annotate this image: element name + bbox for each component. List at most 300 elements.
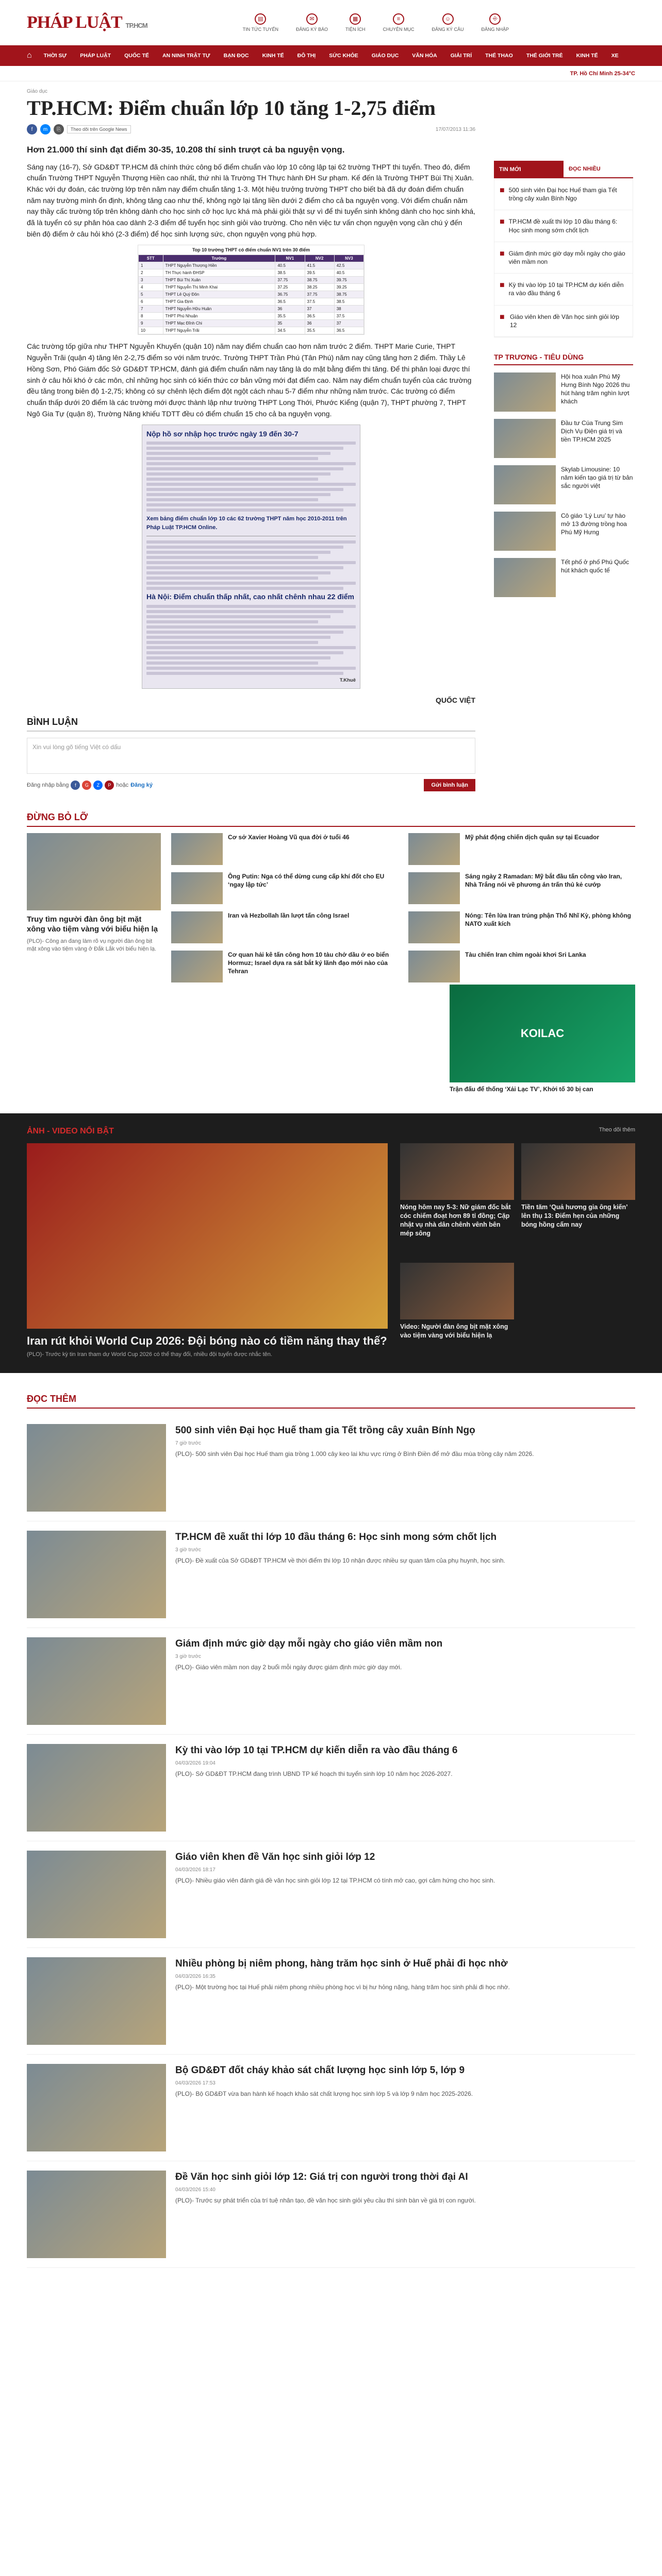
clipping-signature: T.Khuê: [339, 677, 356, 683]
dont-miss-item-title[interactable]: Cơ quan hải kê tấn công hơn 10 tàu chở dầu ở eo biển Hormuz; Israel dựa ra sát bắt ký lãnh đạo mới nào của Tehran: [228, 951, 389, 975]
sidebar-news-item[interactable]: [494, 512, 633, 551]
read-more-title[interactable]: Đề Văn học sinh giỏi lớp 12: Giá trị con người trong thời đại AI: [175, 2172, 468, 2183]
read-more-item[interactable]: [27, 1841, 635, 1948]
sidebar-news-item[interactable]: [494, 558, 633, 597]
dont-miss-title: ĐỪNG BỎ LỠ: [27, 812, 635, 827]
read-more-date: 3 giờ trước: [175, 1547, 201, 1553]
nav-item[interactable]: THỂ THAO: [485, 52, 513, 59]
table-row: [139, 284, 364, 291]
read-more-summary: (PLO)- Bộ GD&ĐT vừa ban hành kế hoạch khảo sát chất lượng học sinh lớp 5 và lớp 9 năm học 2025-2026.: [175, 2090, 473, 2098]
table-cell: 37.25: [275, 284, 305, 291]
header-utility-item[interactable]: [482, 13, 509, 32]
nav-item[interactable]: KINH TẾ: [262, 52, 284, 59]
table-row: [139, 306, 364, 313]
clipping-text-line: [146, 571, 330, 574]
table-cell: 36.5: [275, 298, 305, 306]
nav-item[interactable]: AN NINH TRẬT TỰ: [162, 52, 210, 59]
table-row: [139, 313, 364, 320]
read-more-summary: (PLO)- Sở GD&ĐT TP.HCM đang trình UBND TP kế hoạch thi tuyển sinh lớp 10 năm học 2026-2027.: [175, 1770, 453, 1778]
dont-miss-item[interactable]: [171, 833, 398, 865]
read-more-summary: (PLO)- Một trường học tại Huế phải niêm phong nhiều phòng học vì bị hư hỏng nặng, hàng trăm học sinh phải đi học nhờ.: [175, 1984, 510, 1991]
table-cell: 40.5: [334, 269, 363, 277]
header-utility-menu: [243, 13, 509, 32]
read-more-summary: (PLO)- Trước sự phát triển của trí tuệ nhân tạo, đề văn học sinh giỏi yêu cầu thí sinh bàn về giá trị con người.: [175, 2197, 476, 2205]
dont-miss-featured[interactable]: [27, 833, 161, 990]
sidebar-news-item[interactable]: [494, 419, 633, 458]
read-more-date: 04/03/2026 15:40: [175, 2187, 216, 2193]
video-thumbnail[interactable]: [400, 1143, 514, 1200]
read-more-title[interactable]: Nhiều phòng bị niêm phong, hàng trăm học sinh ở Huế phải đi học nhờ: [175, 1958, 508, 1970]
read-more-summary: (PLO)- 500 sinh viên Đại học Huế tham gia trồng 1.000 cây keo lai khu vực rừng ở Bình Điền để mở đầu mùa trồng cây năm 2026.: [175, 1450, 534, 1458]
read-more-item[interactable]: [27, 2055, 635, 2161]
comments-title: BÌNH LUẬN: [27, 717, 475, 732]
sidebar-item[interactable]: [494, 274, 633, 305]
dont-miss-item-title[interactable]: Nóng: Tên lửa Iran trúng phận Thổ Nhĩ Kỳ, phòng không NATO xuất kích: [465, 911, 631, 928]
read-more-item[interactable]: [27, 1521, 635, 1628]
subscribe-icon: ✉: [306, 13, 318, 25]
article-paragraph: Sáng nay (16-7), Sở GD&ĐT TP.HCM đã chính thức công bố điểm chuẩn vào lớp 10 công lập tại 62 trường THPT thi tuyển. Theo đó, điểm chuẩn Trường THPT Nguyễn Thượng Hiền cao nhất, thứ nhì là Trường TH Thực hành ĐH Sư phạm. Kế đến là Trường THPT Bùi Thị Xuân. Khác với dự đoán, các trường lớp trên năm nay điểm chuẩn tăng 1-3. Một hiệu trưởng trường THPT cho biết bà đã dự đoán điểm chuẩn năm nay trường mình ổn định, không tăng cao như thế, không ngờ lại tăng liền dưới 2 điểm cho cả ba nguyện vọng. Với điểm chuẩn năm nay thầy cấc trường tốp trên không dành cho học sinh cỡ học lực khá mà phải giỏi thật sự vì để thi tuyển sinh không dành cho học sinh khá, đã là tuyển có sự phân hóa cao dành 2-3 điểm để tuyển học sinh giỏi vào trường. Cho nên việc tư vấn chọn nguyện vọng cần chú ý đến biên độ điểm ở câu hỏi khó (2-3 điểm) để học sinh lượng sức, chọn nguyện vọng phù hợp.: [27, 162, 475, 238]
nav-item[interactable]: SỨC KHỎE: [329, 52, 358, 59]
table-row: [139, 262, 364, 269]
table-cell: THPT Phú Nhuận: [163, 313, 275, 320]
video-item-title[interactable]: Tiền tăm ‘Quả hương gia ông kiến’ lên thụ 13: Điểm hẹn của những bóng hồng cấm nay: [521, 1203, 627, 1228]
nav-item[interactable]: XE: [611, 52, 619, 59]
table-cell: 35: [275, 320, 305, 327]
table-cell: THPT Gia Định: [163, 298, 275, 306]
clipping-text-line: [146, 631, 343, 634]
dont-miss-item[interactable]: [171, 911, 398, 943]
clipping-text-line: [146, 509, 343, 512]
table-cell: THPT Lê Quý Đôn: [163, 291, 275, 298]
read-more-body: [175, 1744, 457, 1832]
news-thumbnail[interactable]: [27, 2171, 166, 2258]
site-header: [0, 0, 662, 45]
header-utility-item[interactable]: [432, 13, 464, 32]
header-utility-item[interactable]: [345, 13, 366, 32]
clipping-text-line: [146, 472, 330, 476]
news-thumbnail[interactable]: [27, 1424, 166, 1512]
table-cell: 36.75: [275, 291, 305, 298]
table-cell: 38.25: [305, 284, 334, 291]
table-cell: 37: [305, 306, 334, 313]
table-cell: THPT Nguyễn Thượng Hiền: [163, 262, 275, 269]
article-paragraph: Các trường tốp giữa như THPT Nguyễn Khuyến (quận 10) năm nay điểm chuẩn cao hơn năm trước 2 điểm. THPT Marie Curie, THPT Nguyễn Trãi (quận 4) tăng lên 2-2,75 điểm so với năm trước. Trường THPT Trần Phú (Tân Phú) năm nay cũng tăng hơn 2 điểm. Thầy Lê Hồng Sơn, Phó Giám đốc Sở GD&ĐT TP.HCM, đánh giá điểm chuẩn năm nay tăng là do mặt bằng điểm thi tăng. Để thi phân loại được thí sinh ở câu hỏi khó ở các môn, chỉ những học sinh có kiến thức cơ bản vững mới đạt điểm cao. Năm nay điểm chuẩn tuyển của các trường đều tăng trong biên độ 1-2,75; không có sự chênh lệch điểm đột ngột cách nhau 5-7 điểm như những năm trước. Các trường có điểm chuẩn thấp dưới 20 điểm là các trường mới được thành lập như trường THPT Long Thới, Phước Kiểng (quận 7), THPT phường 7, THPT Ngô Gia Tự (quận 8), Trường Năng khiếu TDTT đều có điểm chuẩn 15 cho cả ba nguyện vọng.: [27, 342, 472, 418]
tab-most-read[interactable]: ĐỌC NHIỀU: [564, 161, 633, 178]
table-row: [139, 291, 364, 298]
table-cell: 34.5: [275, 327, 305, 334]
plo-login-icon[interactable]: P: [105, 781, 114, 790]
clipping-text-line: [146, 467, 343, 470]
featured-title[interactable]: Truy tìm người đàn ông bịt mặt xông vào tiệm vàng với biểu hiện lạ: [27, 914, 158, 934]
table-cell: 35.5: [275, 313, 305, 320]
news-thumbnail[interactable]: [494, 419, 556, 458]
clipping-link-text: Xem bảng điểm chuẩn lớp 10 các 62 trường THPT năm học 2010-2011 trên Pháp Luật TP.HCM Online.: [146, 516, 347, 531]
nav-item[interactable]: VĂN HÓA: [412, 52, 437, 59]
table-cell: THPT Nguyễn Hữu Huân: [163, 306, 275, 313]
news-thumbnail[interactable]: [408, 951, 460, 982]
sidebar-section-title[interactable]: TP TRƯƠNG - TIÊU DÙNG: [494, 350, 633, 365]
video-featured-title[interactable]: Iran rút khỏi World Cup 2026: Đội bóng nào có tiềm năng thay thế?: [27, 1334, 387, 1347]
sidebar-list: [494, 178, 633, 337]
clipping-text-line: [146, 636, 330, 639]
login-icon: ⎆: [489, 13, 501, 25]
table-cell: 38.5: [334, 298, 363, 306]
news-thumbnail[interactable]: [494, 512, 556, 551]
read-more-item[interactable]: [27, 1415, 635, 1521]
clipping-text-line: [146, 556, 318, 559]
dont-miss-item-title[interactable]: Mỹ phát động chiến dịch quân sự tại Ecuador: [465, 833, 600, 841]
clipping-heading: Nộp hồ sơ nhập học trước ngày 19 đến 30-7: [146, 430, 299, 438]
messenger-icon[interactable]: m: [40, 124, 51, 134]
table-cell: 36: [275, 306, 305, 313]
read-more-date: 04/03/2026 16:35: [175, 1974, 216, 1980]
link-icon[interactable]: ⎘: [54, 124, 64, 134]
header-utility-label: ĐĂNG KÝ CÂU: [432, 26, 464, 32]
news-thumbnail[interactable]: [27, 1531, 166, 1618]
sidebar-news-title[interactable]: Cô giáo ‘Lý Lưu’ tự hào mở 13 đường trồng hoa Phú Mỹ Hưng: [561, 512, 627, 536]
clipping-text-line: [146, 493, 330, 496]
read-more-date: 04/03/2026 18:17: [175, 1867, 216, 1873]
sidebar-item-title[interactable]: TP.HCM đề xuất thi lớp 10 đầu tháng 6: Học sinh mong sớm chốt lịch: [508, 218, 618, 234]
read-more-item[interactable]: [27, 1735, 635, 1841]
news-thumbnail[interactable]: [494, 558, 556, 597]
table-cell: 2: [139, 269, 163, 277]
clipping-text-line: [146, 452, 330, 455]
clipping-text-line: [146, 561, 356, 564]
dont-miss-item[interactable]: [171, 872, 398, 904]
clipping-text-line: [146, 566, 343, 569]
weather-widget: TP. Hồ Chí Minh 25-34°C: [570, 71, 635, 77]
video-thumbnail[interactable]: [400, 1263, 514, 1319]
article-main: [27, 89, 475, 812]
nav-item[interactable]: GIẢI TRÍ: [450, 52, 472, 59]
read-more-item[interactable]: [27, 1628, 635, 1735]
clipping-text-line: [146, 457, 318, 460]
table-cell: TH Thực hành ĐHSP: [163, 269, 275, 277]
article-category[interactable]: Giáo dục: [27, 89, 48, 94]
news-thumbnail[interactable]: [171, 951, 223, 982]
news-thumbnail[interactable]: [27, 1637, 166, 1725]
news-thumbnail[interactable]: [27, 1957, 166, 2045]
bullet-icon: ■: [500, 281, 505, 290]
clipping-text-line: [146, 615, 330, 618]
table-cell: 37: [334, 320, 363, 327]
clipping-text-line: [146, 503, 356, 506]
read-more-title[interactable]: Giáo viên khen đề Văn học sinh giỏi lớp 12: [175, 1852, 375, 1863]
video-more-link[interactable]: Theo dõi thêm: [599, 1126, 635, 1133]
nav-item[interactable]: ĐÔ THỊ: [297, 52, 316, 59]
table-cell: 7: [139, 306, 163, 313]
header-utility-item[interactable]: [243, 13, 278, 32]
table-cell: 5: [139, 291, 163, 298]
subbar: [0, 66, 662, 81]
news-thumbnail[interactable]: [408, 833, 460, 865]
clipping-text-line: [146, 605, 356, 608]
video-thumbnail[interactable]: [521, 1143, 635, 1200]
news-thumbnail[interactable]: [171, 872, 223, 904]
main-nav: [0, 45, 662, 66]
read-more-body: [175, 1424, 534, 1512]
dont-miss-item[interactable]: [408, 911, 635, 943]
featured-thumbnail[interactable]: [27, 833, 161, 910]
facebook-icon[interactable]: f: [27, 124, 37, 134]
video-item[interactable]: [400, 1143, 514, 1256]
table-row: [139, 269, 364, 277]
article-date: 17/07/2013 11:36: [435, 126, 475, 132]
clipping-text-line: [146, 442, 356, 445]
bullet-icon: ■: [500, 186, 505, 195]
table-cell: 9: [139, 320, 163, 327]
sidebar-item[interactable]: [494, 210, 633, 242]
sidebar-news-title[interactable]: Skylab Limousine: 10 năm kiến tạo giá trị từ bản sắc người việt: [561, 465, 633, 490]
clipping-text-line: [146, 646, 356, 649]
cutoff-table-figure: [138, 245, 365, 335]
dont-miss-item[interactable]: [408, 833, 635, 865]
video-item-title[interactable]: Video: Người đàn ông bịt mặt xông vào tiệm vàng với biểu hiện lạ: [400, 1323, 508, 1339]
sidebar-item-title[interactable]: Kỳ thi vào lớp 10 tại TP.HCM dự kiến diễn ra vào đầu tháng 6: [508, 281, 624, 297]
clipping-text-line: [146, 651, 343, 654]
newspaper-icon: ▤: [255, 13, 266, 25]
video-featured-summary: (PLO)- Trước kỳ tin Iran tham dự World Cup 2026 có thể thay đổi, nhiều đội tuyển được nhắc tên.: [27, 1351, 272, 1358]
dont-miss-item-title[interactable]: Iran và Hezbollah lần lượt tấn công Israel: [228, 911, 350, 919]
nav-item[interactable]: THỂ GIỚI TRẺ: [526, 52, 563, 59]
video-thumbnail[interactable]: [27, 1143, 388, 1329]
table-header-cell: NV1: [275, 255, 305, 262]
read-more-title[interactable]: Bộ GD&ĐT đốt cháy khảo sát chất lượng học sinh lớp 5, lớp 9: [175, 2065, 465, 2076]
bullet-icon: ■: [500, 217, 505, 227]
table-cell: 42.5: [334, 262, 363, 269]
news-thumbnail[interactable]: [171, 833, 223, 865]
read-more-title[interactable]: TP.HCM đề xuất thi lớp 10 đầu tháng 6: Học sinh mong sớm chốt lịch: [175, 1532, 497, 1543]
table-cell: THPT Bùi Thị Xuân: [163, 277, 275, 284]
read-more-body: [175, 1957, 510, 2045]
sidebar: [494, 89, 633, 812]
dont-miss-item[interactable]: [408, 951, 635, 982]
share-bar: [27, 124, 131, 134]
read-more-summary: (PLO)- Giáo viên mầm non dạy 2 buổi mỗi ngày được giám định mức giờ dạy mới.: [175, 1664, 402, 1671]
article-author: QUỐC VIỆT: [435, 696, 475, 704]
dont-miss-item[interactable]: [171, 951, 398, 982]
clipping-text-line: [146, 587, 343, 590]
tab-latest[interactable]: TIN MỚI: [494, 161, 564, 178]
table-cell: 38.5: [275, 269, 305, 277]
table-row: [139, 320, 364, 327]
clipping-text-line: [146, 498, 318, 501]
read-more-title[interactable]: Giám định mức giờ dạy mỗi ngày cho giáo viên mầm non: [175, 1638, 443, 1650]
table-cell: 8: [139, 313, 163, 320]
grid-icon: ▦: [350, 13, 361, 25]
table-cell: 37.5: [305, 298, 334, 306]
dont-miss-item-title[interactable]: Sáng ngày 2 Ramadan: Mỹ bắt đầu tấn công vào Iran, Nhà Trắng nói về phương án trấn thủ kẻ cướp: [465, 872, 622, 889]
header-utility-label: TIN TỨC TUYỂN: [242, 26, 278, 32]
nav-item[interactable]: GIÁO DỤC: [371, 52, 399, 59]
article-sapo: Hơn 21.000 thí sinh đạt điểm 30-35, 10.208 thí sinh trượt cả ba nguyện vọng.: [27, 145, 345, 155]
header-utility-label: ĐĂNG KÝ BÁO: [295, 26, 328, 32]
read-more-body: [175, 1637, 442, 1725]
table-row: [139, 327, 364, 334]
list-icon: ≡: [393, 13, 404, 25]
sidebar-item[interactable]: [494, 242, 633, 274]
site-logo[interactable]: PHÁP LUẬT TP.HCM: [27, 12, 147, 32]
or-label: hoặc: [116, 782, 129, 788]
nav-item[interactable]: PHÁP LUẬT: [80, 52, 111, 59]
video-item[interactable]: [400, 1263, 514, 1358]
zalo-login-icon[interactable]: Z: [93, 781, 103, 790]
news-thumbnail[interactable]: [27, 2064, 166, 2151]
google-news-button[interactable]: Theo dõi trên Google News: [67, 125, 131, 133]
read-more-item[interactable]: [27, 2161, 635, 2268]
read-more-summary: (PLO)- Nhiều giáo viên đánh giá đề văn học sinh giỏi lớp 12 tại TP.HCM có tính mở cao, gợi cảm hứng cho học sinh.: [175, 1877, 495, 1885]
sidebar-news-title[interactable]: Đầu tư Cúa Trung Sim Dịch Vụ Điện giá trị và tiền TP.HCM 2025: [561, 419, 623, 444]
table-cell: 6: [139, 298, 163, 306]
table-header-cell: STT: [139, 255, 163, 262]
read-more-list: [27, 1415, 635, 2268]
video-item-title[interactable]: Nóng hôm nay 5-3: Nữ giám đốc bắt cóc chiếm đoạt hơn 89 tỉ đồng; Cặp nhật vụ nhà dân chênh vênh bên mép sông: [400, 1203, 511, 1237]
table-header-cell: Trường: [163, 255, 275, 262]
read-more-title: ĐỌC THÊM: [27, 1394, 635, 1409]
featured-summary: (PLO)- Công an đang làm rõ vụ người đàn ông bịt mặt xông vào tiệm vàng ở Đắk Lắk với biểu hiện lạ.: [27, 938, 157, 953]
sidebar-item[interactable]: [494, 306, 633, 337]
read-more-body: [175, 2064, 473, 2151]
clipping-text-line: [146, 625, 356, 629]
header-utility-item[interactable]: [296, 13, 328, 32]
dont-miss-item-title[interactable]: Cơ sở Xavier Hoàng Vũ qua đời ở tuổi 46: [228, 833, 350, 841]
social-login: [27, 781, 153, 790]
news-thumbnail[interactable]: [408, 911, 460, 943]
sidebar-item-title[interactable]: Giám định mức giờ dạy mỗi ngày cho giáo viên mầm non: [508, 249, 625, 265]
read-more-item[interactable]: [27, 1948, 635, 2055]
table-cell: 10: [139, 327, 163, 334]
table-cell: 39.25: [334, 284, 363, 291]
sidebar-item-title[interactable]: Giáo viên khen đề Văn học sinh giỏi lớp 12: [509, 313, 619, 329]
clipping-text-line: [146, 662, 318, 665]
nav-item[interactable]: KINH TẾ: [576, 52, 598, 59]
header-utility-label: CHUYÊN MỤC: [383, 26, 415, 32]
table-cell: 38: [334, 306, 363, 313]
table-cell: 37.75: [275, 277, 305, 284]
clipping-text-line: [146, 656, 330, 659]
sidebar-item-title[interactable]: 500 sinh viên Đại học Huế tham gia Tết trồng cây xuân Bính Ngọ: [508, 187, 617, 202]
clipping-text-line: [146, 641, 318, 644]
read-more-title[interactable]: 500 sinh viên Đại học Huế tham gia Tết trồng cây xuân Bính Ngọ: [175, 1425, 475, 1436]
clipping-text-line: [146, 483, 356, 486]
dont-miss-item[interactable]: [408, 872, 635, 904]
nav-item[interactable]: QUỐC TẾ: [124, 52, 149, 59]
dont-miss-item-title[interactable]: Ông Putin: Nga có thể dừng cung cấp khí đốt cho EU ‘ngay lập tức’: [228, 872, 385, 889]
bullet-icon: ■: [500, 312, 505, 321]
table-cell: 39.75: [334, 277, 363, 284]
read-more-date: 04/03/2026 19:04: [175, 1760, 216, 1767]
table-cell: THPT Nguyễn Thị Minh Khai: [163, 284, 275, 291]
clipping-text-line: [146, 582, 356, 585]
news-thumbnail[interactable]: [171, 911, 223, 943]
send-comment-button[interactable]: Gửi bình luận: [424, 779, 475, 791]
header-utility-label: TIỆN ÍCH: [345, 26, 366, 32]
cutoff-table: [138, 255, 364, 334]
register-link[interactable]: Đăng ký: [130, 782, 153, 788]
table-row: [139, 298, 364, 306]
table-header-cell: NV2: [305, 255, 334, 262]
clipping-text-line: [146, 488, 343, 491]
clipping-text-line: [146, 620, 318, 623]
clipping-text-line: [146, 540, 356, 544]
home-icon[interactable]: ⌂: [27, 51, 32, 60]
comment-input[interactable]: Xin vui lòng gõ tiếng Việt có dấu: [27, 738, 475, 774]
clipping-text-line: [146, 667, 356, 670]
table-cell: 40.5: [275, 262, 305, 269]
read-more-date: 7 giờ trước: [175, 1440, 201, 1447]
clipping-text-line: [146, 546, 343, 549]
sidebar-news-item[interactable]: [494, 465, 633, 504]
header-utility-item[interactable]: [383, 13, 415, 32]
table-cell: 35.5: [305, 327, 334, 334]
read-more-body: [175, 1851, 495, 1938]
table-cell: 39.5: [305, 269, 334, 277]
table-cell: 36.5: [305, 313, 334, 320]
dont-miss-item-title[interactable]: Tàu chiến Iran chìm ngoài khơi Sri Lanka: [465, 951, 586, 958]
clipping-text-line: [146, 672, 343, 675]
clipping-text-line: [146, 447, 343, 450]
newspaper-clipping: [142, 425, 360, 689]
table-cell: 37.75: [305, 291, 334, 298]
table-row: [139, 277, 364, 284]
ad-caption[interactable]: Trận đấu để thống ‘Xải Lạc TV’, Khởi tố 30 bị can: [450, 1085, 593, 1093]
video-item[interactable]: [521, 1143, 635, 1256]
facebook-login-icon[interactable]: f: [71, 781, 80, 790]
news-thumbnail[interactable]: [408, 872, 460, 904]
clipping-text-line: [146, 462, 356, 465]
video-section-title: ẢNH - VIDEO NỔI BẬT: [27, 1126, 114, 1136]
table-caption: Top 10 trường THPT có điểm chuẩn NV1 trên 30 điểm: [192, 247, 310, 253]
news-thumbnail[interactable]: [27, 1744, 166, 1832]
ad-banner[interactable]: KOILAC: [450, 985, 635, 1082]
table-cell: 41.5: [305, 262, 334, 269]
table-cell: 36.5: [334, 327, 363, 334]
table-cell: THPT Nguyễn Trãi: [163, 327, 275, 334]
sidebar-news-item[interactable]: [494, 372, 633, 412]
sidebar-item[interactable]: [494, 179, 633, 210]
table-cell: 38.75: [305, 277, 334, 284]
read-more-date: 3 giờ trước: [175, 1654, 201, 1660]
sidebar-news-title[interactable]: Tết phố ở phố Phú Quốc hút khách quốc tế: [561, 558, 629, 574]
sidebar-news-title[interactable]: Hội hoa xuân Phú Mỹ Hưng Bính Ngọ 2026 thu hút hàng trăm nghìn lượt khách: [561, 372, 630, 405]
clipping-text-line: [146, 577, 318, 580]
google-login-icon[interactable]: G: [82, 781, 91, 790]
video-featured[interactable]: [27, 1143, 388, 1358]
nav-item[interactable]: THỜI SỰ: [43, 52, 67, 59]
news-thumbnail[interactable]: [27, 1851, 166, 1938]
read-more-title[interactable]: Kỳ thi vào lớp 10 tại TP.HCM dự kiến diễn ra vào đầu tháng 6: [175, 1745, 458, 1756]
article-title: TP.HCM: Điểm chuẩn lớp 10 tăng 1-2,75 điểm: [27, 96, 436, 120]
table-cell: 36: [305, 320, 334, 327]
clipping-text-line: [146, 610, 343, 613]
table-cell: 1: [139, 262, 163, 269]
clipping-text-line: [146, 551, 330, 554]
table-cell: 3: [139, 277, 163, 284]
news-thumbnail[interactable]: [494, 372, 556, 412]
nav-item[interactable]: BẠN ĐỌC: [223, 52, 249, 59]
read-more-summary: (PLO)- Đề xuất của Sở GD&ĐT TP.HCM về thời điểm thi lớp 10 nhận được nhiều sự quan tâm của phụ huynh, học sinh.: [175, 1557, 505, 1565]
table-cell: 37.5: [334, 313, 363, 320]
table-cell: 38.75: [334, 291, 363, 298]
video-section: [0, 1113, 662, 1374]
read-more-date: 04/03/2026 17:53: [175, 2080, 216, 2087]
login-label: Đăng nhập bằng: [27, 782, 69, 788]
news-thumbnail[interactable]: [494, 465, 556, 504]
user-icon: ☺: [442, 13, 454, 25]
clipping-text-line: [146, 478, 318, 481]
clipping-heading-2: Hà Nội: Điểm chuẩn thấp nhất, cao nhất chênh nhau 22 điểm: [146, 592, 354, 601]
